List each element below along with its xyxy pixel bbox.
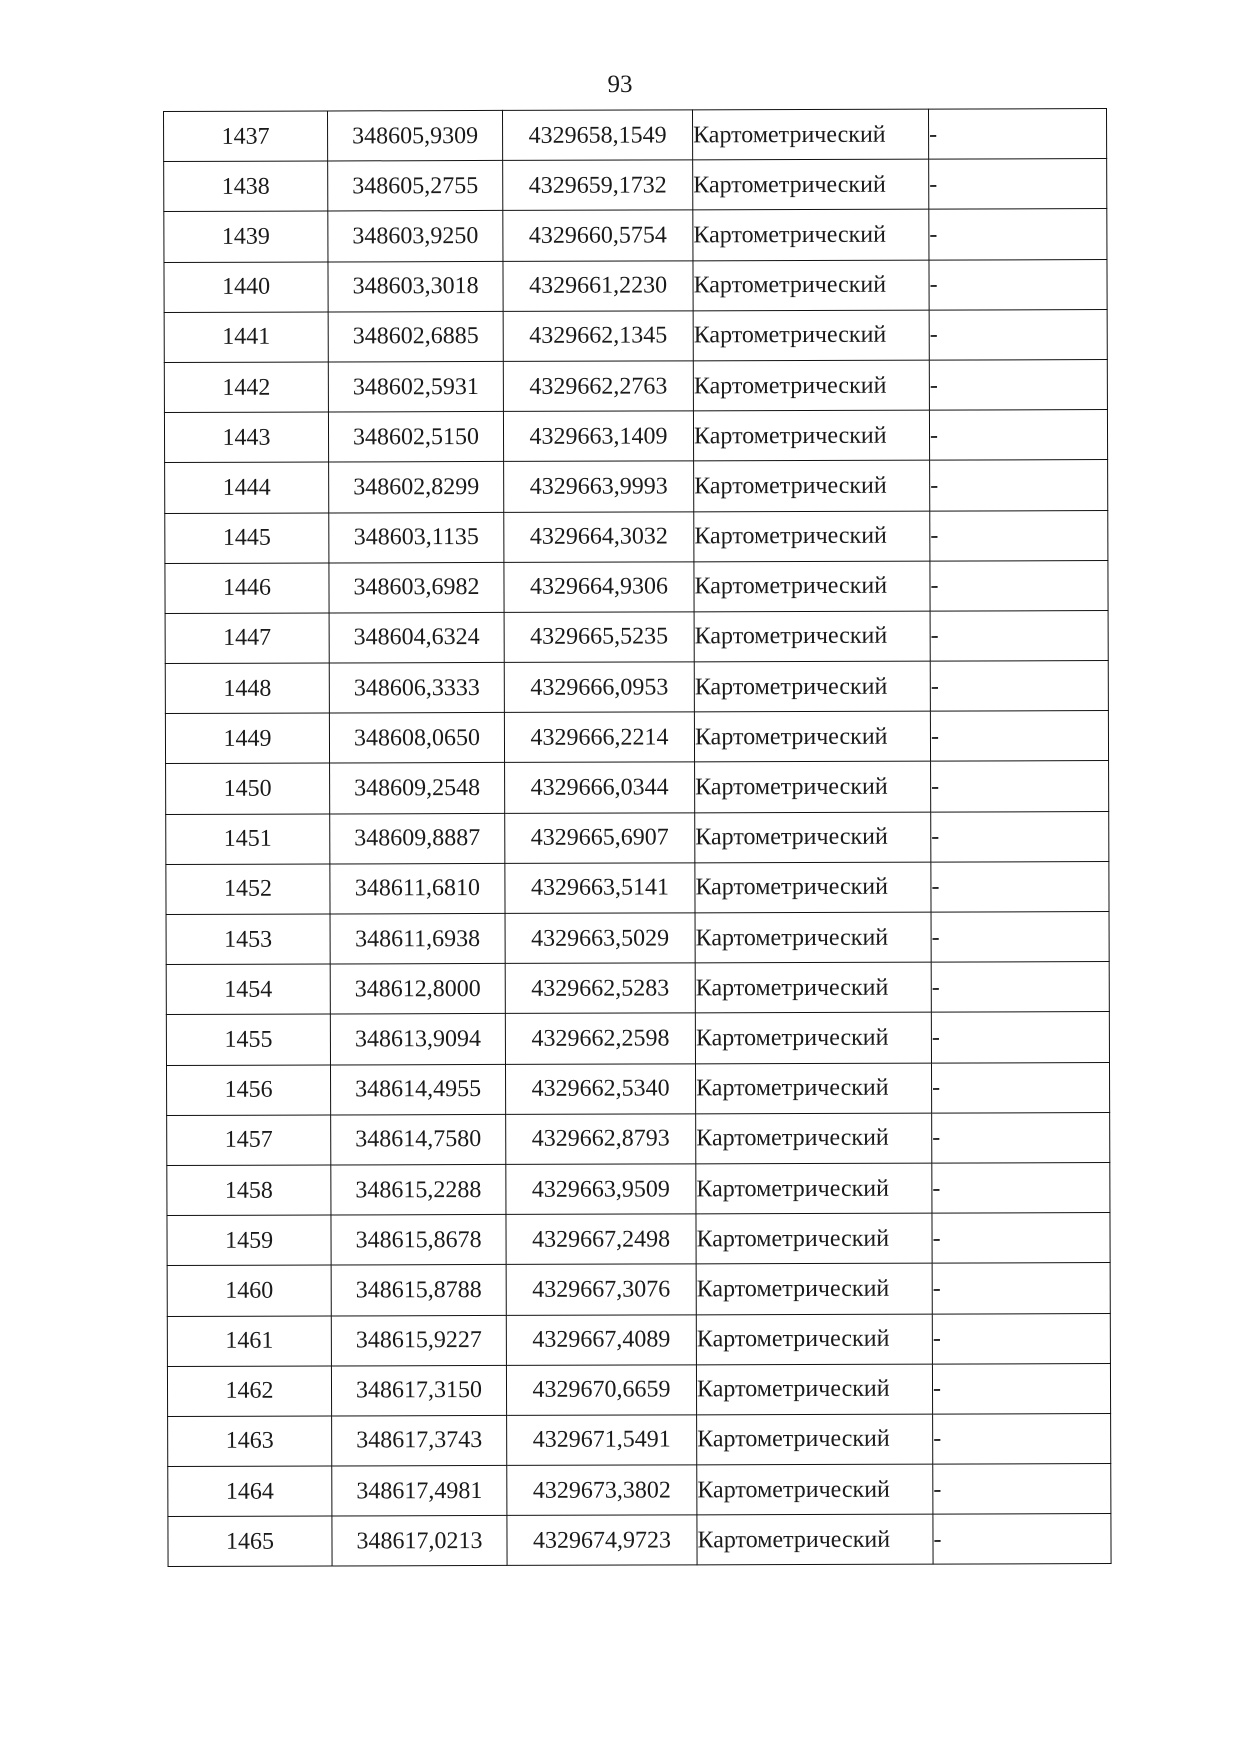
x-coordinate-cell: 348603,3018 (328, 261, 503, 312)
note-cell: - (933, 1413, 1111, 1464)
table-row (167, 1313, 1110, 1366)
x-coordinate-cell: 348605,9309 (328, 110, 503, 161)
y-coordinate-cell: 4329665,5235 (504, 612, 694, 663)
y-coordinate-cell: 4329664,9306 (504, 562, 694, 613)
table-row (167, 1162, 1110, 1215)
point-number-cell: 1437 (164, 111, 328, 162)
y-coordinate-cell: 4329662,8793 (506, 1114, 696, 1165)
method-cell: Картометрический (696, 1263, 932, 1314)
point-number-cell: 1453 (166, 914, 330, 965)
point-number-cell: 1465 (168, 1516, 332, 1567)
point-number-cell: 1442 (164, 362, 328, 413)
x-coordinate-cell: 348617,0213 (332, 1516, 507, 1567)
x-coordinate-cell: 348615,2288 (331, 1164, 506, 1215)
note-cell: - (931, 861, 1109, 912)
x-coordinate-cell: 348606,3333 (329, 662, 504, 713)
point-number-cell: 1443 (164, 412, 328, 463)
point-number-cell: 1461 (167, 1315, 331, 1366)
x-coordinate-cell: 348602,5931 (328, 361, 503, 412)
table-row (164, 159, 1107, 212)
note-cell: - (932, 1263, 1110, 1314)
table-row (164, 209, 1107, 262)
x-coordinate-cell: 348609,2548 (330, 763, 505, 814)
table-row (164, 410, 1107, 463)
table-row (168, 1464, 1111, 1517)
y-coordinate-cell: 4329662,1345 (503, 311, 693, 362)
table-row (164, 259, 1107, 312)
y-coordinate-cell: 4329662,2763 (503, 361, 693, 412)
note-cell: - (931, 811, 1109, 862)
method-cell: Картометрический (693, 310, 929, 361)
x-coordinate-cell: 348609,8887 (330, 813, 505, 864)
y-coordinate-cell: 4329664,3032 (504, 511, 694, 562)
y-coordinate-cell: 4329666,0953 (504, 662, 694, 713)
x-coordinate-cell: 348614,7580 (331, 1114, 506, 1165)
note-cell: - (930, 560, 1108, 611)
point-number-cell: 1457 (167, 1115, 331, 1166)
table-row (165, 460, 1108, 513)
x-coordinate-cell: 348602,6885 (328, 311, 503, 362)
method-cell: Картометрический (693, 360, 929, 411)
point-number-cell: 1452 (166, 864, 330, 915)
coordinates-table (163, 108, 1112, 1567)
point-number-cell: 1445 (165, 512, 329, 563)
x-coordinate-cell: 348617,3743 (332, 1415, 507, 1466)
y-coordinate-cell: 4329666,0344 (505, 762, 695, 813)
note-cell: - (929, 209, 1107, 260)
table-row (168, 1514, 1111, 1567)
method-cell: Картометрический (695, 912, 931, 963)
table-row (167, 1112, 1110, 1165)
x-coordinate-cell: 348602,8299 (329, 462, 504, 513)
x-coordinate-cell: 348604,6324 (329, 612, 504, 663)
point-number-cell: 1441 (164, 312, 328, 363)
method-cell: Картометрический (692, 109, 928, 160)
y-coordinate-cell: 4329673,3802 (507, 1465, 697, 1516)
point-number-cell: 1454 (166, 964, 330, 1015)
coordinates-table-body (164, 109, 1112, 1567)
table-row (164, 359, 1107, 412)
point-number-cell: 1458 (167, 1165, 331, 1216)
table-row (168, 1413, 1111, 1466)
y-coordinate-cell: 4329671,5491 (507, 1415, 697, 1466)
note-cell: - (931, 1012, 1109, 1063)
note-cell: - (929, 159, 1107, 210)
y-coordinate-cell: 4329663,5141 (505, 863, 695, 914)
y-coordinate-cell: 4329663,1409 (503, 411, 693, 462)
method-cell: Картометрический (695, 1012, 931, 1063)
method-cell: Картометрический (693, 410, 929, 461)
point-number-cell: 1451 (166, 814, 330, 865)
method-cell: Картометрический (697, 1464, 933, 1515)
y-coordinate-cell: 4329674,9723 (507, 1515, 697, 1566)
y-coordinate-cell: 4329661,2230 (503, 260, 693, 311)
method-cell: Картометрический (697, 1514, 933, 1565)
point-number-cell: 1459 (167, 1215, 331, 1266)
note-cell: - (928, 109, 1106, 160)
table-row (166, 962, 1109, 1015)
point-number-cell: 1449 (165, 713, 329, 764)
page-number: 93 (607, 71, 633, 98)
note-cell: - (930, 711, 1108, 762)
note-cell: - (932, 1112, 1110, 1163)
x-coordinate-cell: 348613,9094 (330, 1014, 505, 1065)
note-cell: - (929, 359, 1107, 410)
table-row (167, 1213, 1110, 1266)
point-number-cell: 1447 (165, 613, 329, 664)
point-number-cell: 1460 (167, 1265, 331, 1316)
x-coordinate-cell: 348612,8000 (330, 964, 505, 1015)
point-number-cell: 1440 (164, 262, 328, 313)
y-coordinate-cell: 4329667,3076 (506, 1264, 696, 1315)
table-row (165, 560, 1108, 613)
note-cell: - (932, 1162, 1110, 1213)
table-row (164, 109, 1107, 162)
note-cell: - (931, 962, 1109, 1013)
note-cell: - (929, 259, 1107, 310)
method-cell: Картометрический (696, 1113, 932, 1164)
table-row (167, 1363, 1110, 1416)
note-cell: - (931, 761, 1109, 812)
y-coordinate-cell: 4329660,5754 (503, 210, 693, 261)
table-row (166, 912, 1109, 965)
y-coordinate-cell: 4329658,1549 (502, 110, 692, 161)
note-cell: - (932, 1363, 1110, 1414)
note-cell: - (930, 510, 1108, 561)
x-coordinate-cell: 348617,3150 (331, 1365, 506, 1416)
method-cell: Картометрический (696, 1364, 932, 1415)
x-coordinate-cell: 348615,8678 (331, 1215, 506, 1266)
note-cell: - (932, 1313, 1110, 1364)
method-cell: Картометрический (693, 260, 929, 311)
y-coordinate-cell: 4329666,2214 (504, 712, 694, 763)
note-cell: - (933, 1514, 1111, 1565)
method-cell: Картометрический (696, 1314, 932, 1365)
method-cell: Картометрический (695, 812, 931, 863)
method-cell: Картометрический (695, 762, 931, 813)
x-coordinate-cell: 348603,6982 (329, 562, 504, 613)
y-coordinate-cell: 4329663,9509 (506, 1164, 696, 1215)
point-number-cell: 1450 (166, 763, 330, 814)
point-number-cell: 1462 (167, 1366, 331, 1417)
y-coordinate-cell: 4329665,6907 (505, 812, 695, 863)
method-cell: Картометрический (696, 1213, 932, 1264)
note-cell: - (931, 912, 1109, 963)
x-coordinate-cell: 348617,4981 (332, 1465, 507, 1516)
x-coordinate-cell: 348611,6810 (330, 863, 505, 914)
method-cell: Картометрический (694, 561, 930, 612)
note-cell: - (929, 309, 1107, 360)
point-number-cell: 1456 (166, 1065, 330, 1116)
method-cell: Картометрический (694, 511, 930, 562)
x-coordinate-cell: 348611,6938 (330, 913, 505, 964)
point-number-cell: 1438 (164, 161, 328, 212)
x-coordinate-cell: 348608,0650 (329, 713, 504, 764)
x-coordinate-cell: 348615,8788 (331, 1265, 506, 1316)
note-cell: - (930, 610, 1108, 661)
note-cell: - (930, 460, 1108, 511)
point-number-cell: 1444 (165, 462, 329, 513)
note-cell: - (933, 1464, 1111, 1515)
table-row (164, 309, 1107, 362)
table-row (166, 1062, 1109, 1115)
method-cell: Картометрический (695, 1063, 931, 1114)
x-coordinate-cell: 348615,9227 (331, 1315, 506, 1366)
point-number-cell: 1448 (165, 663, 329, 714)
x-coordinate-cell: 348603,1135 (329, 512, 504, 563)
x-coordinate-cell: 348614,4955 (330, 1064, 505, 1115)
table-row (165, 711, 1108, 764)
y-coordinate-cell: 4329662,5283 (505, 963, 695, 1014)
point-number-cell: 1464 (168, 1466, 332, 1517)
y-coordinate-cell: 4329662,2598 (505, 1013, 695, 1064)
note-cell: - (930, 661, 1108, 712)
table-row (166, 811, 1109, 864)
method-cell: Картометрический (693, 209, 929, 260)
y-coordinate-cell: 4329667,2498 (506, 1214, 696, 1265)
note-cell: - (929, 410, 1107, 461)
method-cell: Картометрический (694, 711, 930, 762)
point-number-cell: 1455 (166, 1014, 330, 1065)
point-number-cell: 1439 (164, 211, 328, 262)
y-coordinate-cell: 4329663,5029 (505, 913, 695, 964)
table-row (166, 861, 1109, 914)
method-cell: Картометрический (697, 1414, 933, 1465)
note-cell: - (932, 1213, 1110, 1264)
table-row (166, 761, 1109, 814)
x-coordinate-cell: 348603,9250 (328, 211, 503, 262)
method-cell: Картометрический (695, 862, 931, 913)
y-coordinate-cell: 4329663,9993 (504, 461, 694, 512)
method-cell: Картометрический (694, 661, 930, 712)
y-coordinate-cell: 4329667,4089 (506, 1314, 696, 1365)
y-coordinate-cell: 4329670,6659 (506, 1365, 696, 1416)
x-coordinate-cell: 348605,2755 (328, 161, 503, 212)
y-coordinate-cell: 4329662,5340 (505, 1063, 695, 1114)
method-cell: Картометрический (694, 460, 930, 511)
y-coordinate-cell: 4329659,1732 (503, 160, 693, 211)
method-cell: Картометрический (696, 1163, 932, 1214)
table-row (165, 661, 1108, 714)
method-cell: Картометрический (694, 611, 930, 662)
table-row (166, 1012, 1109, 1065)
method-cell: Картометрический (693, 159, 929, 210)
method-cell: Картометрический (695, 962, 931, 1013)
note-cell: - (931, 1062, 1109, 1113)
table-row (167, 1263, 1110, 1316)
point-number-cell: 1446 (165, 563, 329, 614)
x-coordinate-cell: 348602,5150 (328, 412, 503, 463)
point-number-cell: 1463 (168, 1416, 332, 1467)
table-row (165, 610, 1108, 663)
table-row (165, 510, 1108, 563)
